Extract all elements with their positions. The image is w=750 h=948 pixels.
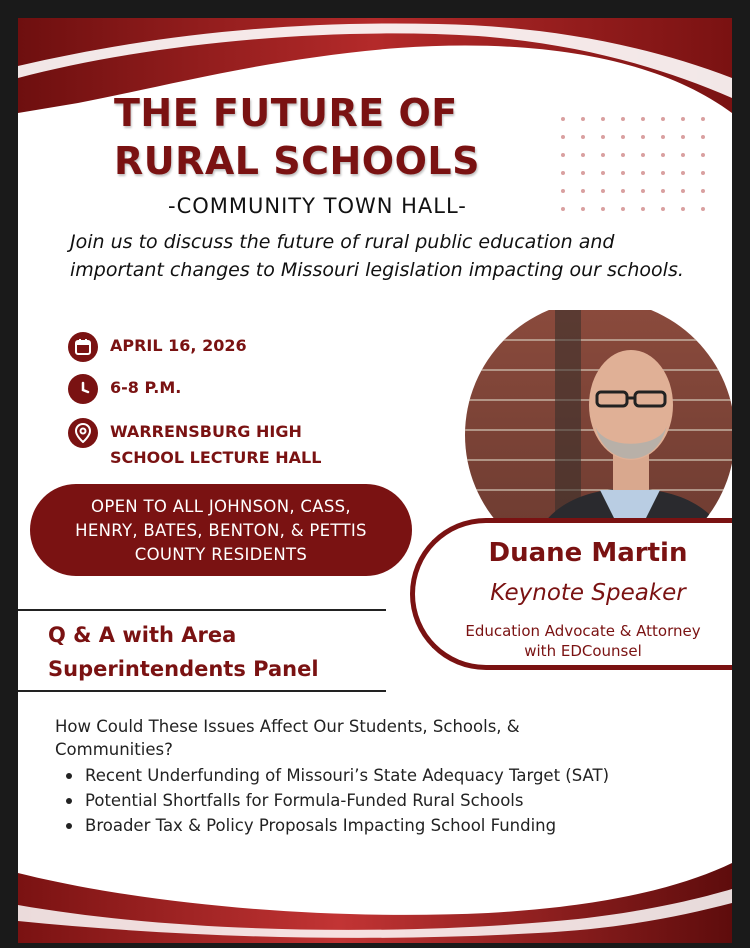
issues-question: [55, 715, 715, 761]
audience-line-2: HENRY, BATES, BENTON, & PETTIS: [75, 521, 367, 540]
divider-top: [18, 609, 386, 611]
dot-pattern-decoration: [558, 114, 708, 214]
speaker-role: Keynote Speaker: [490, 580, 686, 606]
list-item: Recent Underfunding of Missouri’s State Adequacy Target (SAT): [85, 763, 732, 788]
location-pin-icon: [68, 418, 98, 448]
panel-line-2: Superintendents Panel: [48, 657, 319, 681]
list-item: Broader Tax & Policy Proposals Impacting School Funding: [85, 813, 732, 838]
panel-heading: [48, 618, 368, 686]
bullet-icon: [66, 798, 72, 804]
panel-line-1: Q & A with Area: [48, 623, 237, 647]
event-location-line-2: SCHOOL LECTURE HALL: [110, 448, 322, 467]
title-line-1: THE FUTURE OF: [114, 91, 458, 135]
bottom-swoosh-decoration: [18, 833, 732, 943]
speaker-name: Duane Martin: [488, 538, 688, 568]
speaker-description: [433, 621, 732, 661]
divider-bottom: [18, 690, 386, 692]
audience-line-3: COUNTY RESIDENTS: [134, 545, 308, 564]
speaker-description-line-2: with EDCounsel: [524, 642, 642, 660]
calendar-icon: [68, 332, 98, 362]
audience-banner: [30, 484, 412, 576]
subtitle: -COMMUNITY TOWN HALL-: [168, 194, 467, 218]
event-time: 6-8 P.M.: [110, 378, 182, 397]
list-item: Potential Shortfalls for Formula-Funded Rural Schools: [85, 788, 732, 813]
event-poster: [18, 18, 732, 943]
question-line-2: Communities?: [55, 740, 173, 759]
issues-list: [55, 763, 732, 838]
question-line-1: How Could These Issues Affect Our Students, Schools, &: [55, 717, 520, 736]
title-line-2: RURAL SCHOOLS: [114, 139, 480, 183]
bullet-icon: [66, 823, 72, 829]
event-date: APRIL 16, 2026: [110, 336, 247, 355]
clock-icon: [68, 374, 98, 404]
intro-text: Join us to discuss the future of rural public education and important changes to Missouri legislation impacting our schools.: [70, 231, 684, 281]
event-location-line-1: WARRENSBURG HIGH: [110, 422, 302, 441]
audience-line-1: OPEN TO ALL JOHNSON, CASS,: [91, 497, 351, 516]
speaker-description-line-1: Education Advocate & Attorney: [465, 622, 701, 640]
bullet-icon: [66, 773, 72, 779]
